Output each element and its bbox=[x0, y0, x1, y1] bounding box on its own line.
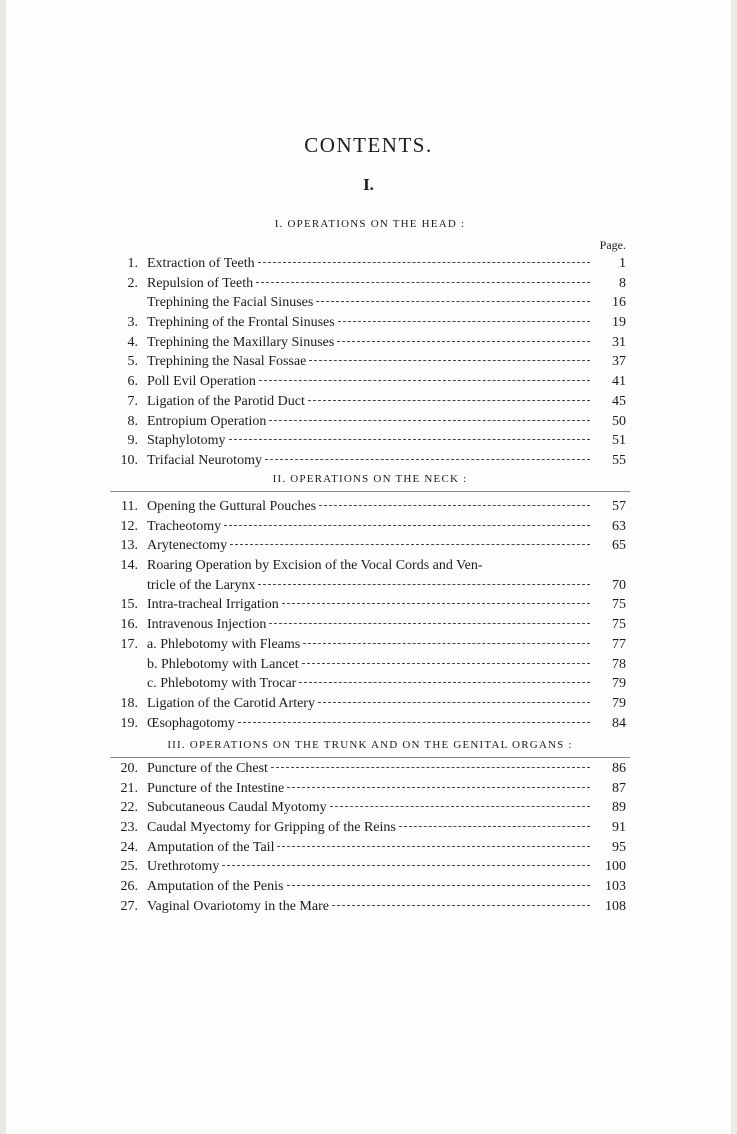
entry-text-wrap bbox=[147, 674, 590, 694]
entry-number: 19. bbox=[120, 715, 138, 731]
entry-text-wrap bbox=[147, 877, 590, 897]
entry-text-wrap bbox=[147, 779, 590, 799]
entry-page-number: 78 bbox=[612, 656, 626, 672]
entry-number: 4. bbox=[127, 334, 138, 350]
leader-dots bbox=[287, 787, 590, 788]
entry-number: 20. bbox=[120, 761, 138, 776]
toc-entry bbox=[110, 497, 626, 517]
leader-dots bbox=[256, 282, 590, 283]
entry-page-number: 70 bbox=[612, 577, 626, 593]
toc-entry bbox=[110, 431, 626, 451]
entry-text-wrap bbox=[147, 352, 590, 372]
toc-entry bbox=[110, 877, 626, 897]
toc-entry bbox=[110, 451, 626, 471]
toc-entry bbox=[110, 412, 626, 432]
entry-text-wrap bbox=[147, 451, 590, 471]
entry-page-number: 1 bbox=[619, 256, 626, 271]
entry-text-wrap bbox=[147, 293, 590, 313]
toc-entry bbox=[110, 897, 626, 917]
entry-title: Staphylotomy bbox=[147, 433, 226, 449]
entry-number: 13. bbox=[120, 538, 138, 554]
entry-title: Opening the Guttural Pouches bbox=[147, 499, 317, 514]
toc-entry bbox=[110, 517, 626, 537]
entry-title: Amputation of the Tail bbox=[147, 839, 275, 855]
entry-title: Trephining the Facial Sinuses bbox=[147, 295, 314, 311]
entry-page-number: 55 bbox=[612, 452, 626, 468]
entry-text-wrap bbox=[147, 536, 590, 556]
leader-dots bbox=[277, 846, 590, 847]
toc-entry bbox=[110, 818, 626, 838]
leader-dots bbox=[338, 321, 590, 322]
section-heading-neck: II. OPERATIONS ON THE NECK : bbox=[272, 473, 468, 485]
entry-number: 16. bbox=[120, 617, 138, 633]
entry-text-wrap bbox=[147, 392, 590, 412]
leader-dots bbox=[309, 360, 590, 361]
entry-text-wrap bbox=[147, 897, 590, 917]
entry-title: Ligation of the Parotid Duct bbox=[147, 393, 305, 409]
entry-title: Urethrotomy bbox=[147, 859, 220, 875]
section-trunk-entries bbox=[110, 759, 626, 917]
entry-text-wrap bbox=[147, 759, 590, 779]
toc-entry bbox=[110, 313, 626, 333]
entry-page-number: 45 bbox=[612, 393, 626, 409]
entry-number: 23. bbox=[120, 820, 138, 836]
leader-dots bbox=[299, 682, 590, 683]
entry-title: Trephining of the Frontal Sinuses bbox=[147, 315, 335, 331]
entry-text-wrap bbox=[147, 635, 590, 655]
entry-number: 8. bbox=[127, 413, 138, 429]
entry-text-wrap bbox=[147, 798, 590, 818]
toc-entry bbox=[110, 779, 626, 799]
entry-number: 22. bbox=[120, 800, 138, 816]
entry-title: c. Phlebotomy with Trocar bbox=[147, 676, 297, 692]
leader-dots bbox=[399, 826, 590, 827]
entry-page-number: 103 bbox=[605, 879, 626, 895]
entry-text-wrap bbox=[147, 497, 590, 517]
entry-text-wrap bbox=[147, 431, 590, 451]
entry-text-wrap bbox=[147, 576, 590, 596]
entry-page-number: 87 bbox=[612, 780, 626, 796]
entry-page-number: 95 bbox=[612, 839, 626, 855]
entry-text-wrap bbox=[147, 556, 590, 576]
leader-dots bbox=[303, 643, 590, 644]
entry-number: 11. bbox=[121, 499, 138, 514]
entry-text-wrap bbox=[147, 857, 590, 877]
entry-number: 5. bbox=[127, 354, 138, 370]
toc-entry bbox=[110, 536, 626, 556]
toc-entry bbox=[110, 392, 626, 412]
entry-page-number: 63 bbox=[612, 518, 626, 534]
entry-text-wrap bbox=[147, 818, 590, 838]
leader-dots bbox=[224, 525, 590, 526]
toc-entry bbox=[110, 759, 626, 779]
entry-page-number: 8 bbox=[619, 275, 626, 291]
toc-entry bbox=[110, 714, 626, 734]
entry-page-number: 84 bbox=[612, 715, 626, 731]
leader-dots bbox=[316, 301, 590, 302]
entry-page-number: 50 bbox=[612, 413, 626, 429]
entry-title: Trephining the Nasal Fossae bbox=[147, 354, 307, 370]
entry-page-number: 31 bbox=[612, 334, 626, 350]
entry-text-wrap bbox=[147, 838, 590, 858]
entry-number: 3. bbox=[127, 315, 138, 331]
entry-text-wrap bbox=[147, 313, 590, 333]
entry-title: Arytenectomy bbox=[147, 538, 228, 554]
entry-text-wrap bbox=[147, 274, 590, 294]
leader-dots bbox=[258, 262, 590, 263]
leader-dots bbox=[259, 380, 590, 381]
entry-number: 9. bbox=[127, 433, 138, 449]
entry-page-number: 100 bbox=[605, 859, 626, 875]
section-rule bbox=[110, 491, 630, 492]
entry-title: b. Phlebotomy with Lancet bbox=[147, 656, 299, 672]
leader-dots bbox=[269, 623, 590, 624]
entry-text-wrap bbox=[147, 615, 590, 635]
entry-text-wrap bbox=[147, 517, 590, 537]
leader-dots bbox=[287, 885, 591, 886]
entry-page-number: 75 bbox=[612, 617, 626, 633]
entry-title: Intravenous Injection bbox=[147, 617, 267, 633]
entry-title: Trephining the Maxillary Sinuses bbox=[147, 334, 335, 350]
entry-title: Subcutaneous Caudal Myotomy bbox=[147, 800, 327, 816]
toc-entry bbox=[110, 635, 626, 655]
leader-dots bbox=[222, 865, 590, 866]
entry-page-number: 41 bbox=[612, 374, 626, 390]
entry-page-number: 77 bbox=[612, 636, 626, 652]
entry-text-wrap bbox=[147, 372, 590, 392]
entry-page-number: 19 bbox=[612, 315, 626, 331]
entry-page-number: 75 bbox=[612, 597, 626, 613]
entry-title: Repulsion of Teeth bbox=[147, 275, 254, 291]
leader-dots bbox=[271, 767, 590, 768]
entry-number: 21. bbox=[120, 780, 138, 796]
entry-page-number: 16 bbox=[612, 295, 626, 311]
entry-number: 25. bbox=[120, 859, 138, 875]
entry-page-number: 86 bbox=[612, 761, 626, 776]
entry-title: Intra-tracheal Irrigation bbox=[147, 597, 279, 613]
leader-dots bbox=[229, 439, 590, 440]
section-head-entries bbox=[110, 254, 626, 471]
toc-entry bbox=[110, 694, 626, 714]
entry-title: a. Phlebotomy with Fleams bbox=[147, 636, 301, 652]
entry-title: Vaginal Ovariotomy in the Mare bbox=[147, 898, 329, 914]
entry-title: Tracheotomy bbox=[147, 518, 222, 534]
toc-entry bbox=[110, 372, 626, 392]
entry-number: 14. bbox=[120, 558, 138, 574]
entry-page-number: 89 bbox=[612, 800, 626, 816]
entry-text-wrap bbox=[147, 595, 590, 615]
toc-entry bbox=[110, 838, 626, 858]
section-heading-head: I. OPERATIONS ON THE HEAD : bbox=[274, 218, 466, 230]
toc-entry bbox=[110, 655, 626, 675]
entry-number: 27. bbox=[120, 898, 138, 914]
entry-number: 6. bbox=[127, 374, 138, 390]
leader-dots bbox=[337, 341, 590, 342]
entry-page-number: 91 bbox=[612, 820, 626, 836]
leader-dots bbox=[269, 420, 590, 421]
entry-text-wrap bbox=[147, 694, 590, 714]
entry-title: Puncture of the Chest bbox=[147, 761, 268, 776]
entry-page-number: 51 bbox=[612, 433, 626, 449]
leader-dots bbox=[319, 505, 590, 506]
entry-text-wrap bbox=[147, 412, 590, 432]
leader-dots bbox=[318, 702, 590, 703]
entry-number: 12. bbox=[120, 518, 138, 534]
entry-number: 17. bbox=[120, 636, 138, 652]
entry-page-number: 37 bbox=[612, 354, 626, 370]
toc-entry bbox=[110, 274, 626, 294]
toc-entry bbox=[110, 857, 626, 877]
leader-dots bbox=[302, 663, 590, 664]
leader-dots bbox=[238, 722, 590, 723]
entry-page-number: 108 bbox=[605, 898, 626, 914]
entry-page-number: 57 bbox=[612, 499, 626, 514]
entry-number: 7. bbox=[127, 393, 138, 409]
entry-title: Caudal Myectomy for Gripping of the Reins bbox=[147, 820, 396, 836]
entry-page-number: 79 bbox=[612, 676, 626, 692]
toc-entry bbox=[110, 615, 626, 635]
entry-number: 1. bbox=[127, 256, 138, 271]
entry-title: Entropium Operation bbox=[147, 413, 267, 429]
entry-number: 10. bbox=[120, 452, 138, 468]
leader-dots bbox=[330, 806, 590, 807]
page-column-label: Page. bbox=[599, 238, 626, 252]
leader-dots bbox=[230, 544, 590, 545]
entry-title: Trifacial Neurotomy bbox=[147, 452, 262, 468]
toc-entry bbox=[110, 674, 626, 694]
entry-title: tricle of the Larynx bbox=[147, 577, 256, 593]
toc-entry bbox=[110, 293, 626, 313]
leader-dots bbox=[258, 584, 590, 585]
entry-text-wrap bbox=[147, 254, 590, 274]
entry-text-wrap bbox=[147, 655, 590, 675]
toc-entry bbox=[110, 352, 626, 372]
toc-entry bbox=[110, 333, 626, 353]
entry-number: 2. bbox=[127, 275, 138, 291]
entry-text-wrap bbox=[147, 714, 590, 734]
entry-title: Ligation of the Carotid Artery bbox=[147, 695, 315, 711]
leader-dots bbox=[265, 459, 590, 460]
toc-entry bbox=[110, 576, 626, 596]
entry-text-wrap bbox=[147, 333, 590, 353]
toc-entry bbox=[110, 798, 626, 818]
part-number: I. bbox=[363, 175, 374, 194]
entry-page-number: 65 bbox=[612, 538, 626, 554]
entry-number: 26. bbox=[120, 879, 138, 895]
section-heading-trunk: III. OPERATIONS ON THE TRUNK AND ON THE GENITAL ORGANS : bbox=[167, 739, 573, 751]
entry-title: Amputation of the Penis bbox=[147, 879, 284, 895]
section-rule bbox=[110, 757, 630, 758]
entry-number: 24. bbox=[120, 839, 138, 855]
page-title: CONTENTS. bbox=[304, 133, 433, 157]
toc-entry bbox=[110, 595, 626, 615]
leader-dots bbox=[282, 603, 590, 604]
toc-entry bbox=[110, 556, 626, 576]
entry-title: Œsophagotomy bbox=[147, 715, 235, 731]
entry-page-number: 79 bbox=[612, 695, 626, 711]
entry-number: 15. bbox=[120, 597, 138, 613]
entry-title: Poll Evil Operation bbox=[147, 374, 256, 390]
leader-dots bbox=[308, 400, 590, 401]
entry-number: 18. bbox=[120, 695, 138, 711]
entry-title: Extraction of Teeth bbox=[147, 256, 255, 271]
entry-title: Puncture of the Intestine bbox=[147, 780, 285, 796]
leader-dots bbox=[332, 905, 590, 906]
toc-entry bbox=[110, 254, 626, 274]
section-neck-entries bbox=[110, 497, 626, 733]
entry-title: Roaring Operation by Excision of the Vocal Cords and Ven- bbox=[147, 558, 483, 574]
